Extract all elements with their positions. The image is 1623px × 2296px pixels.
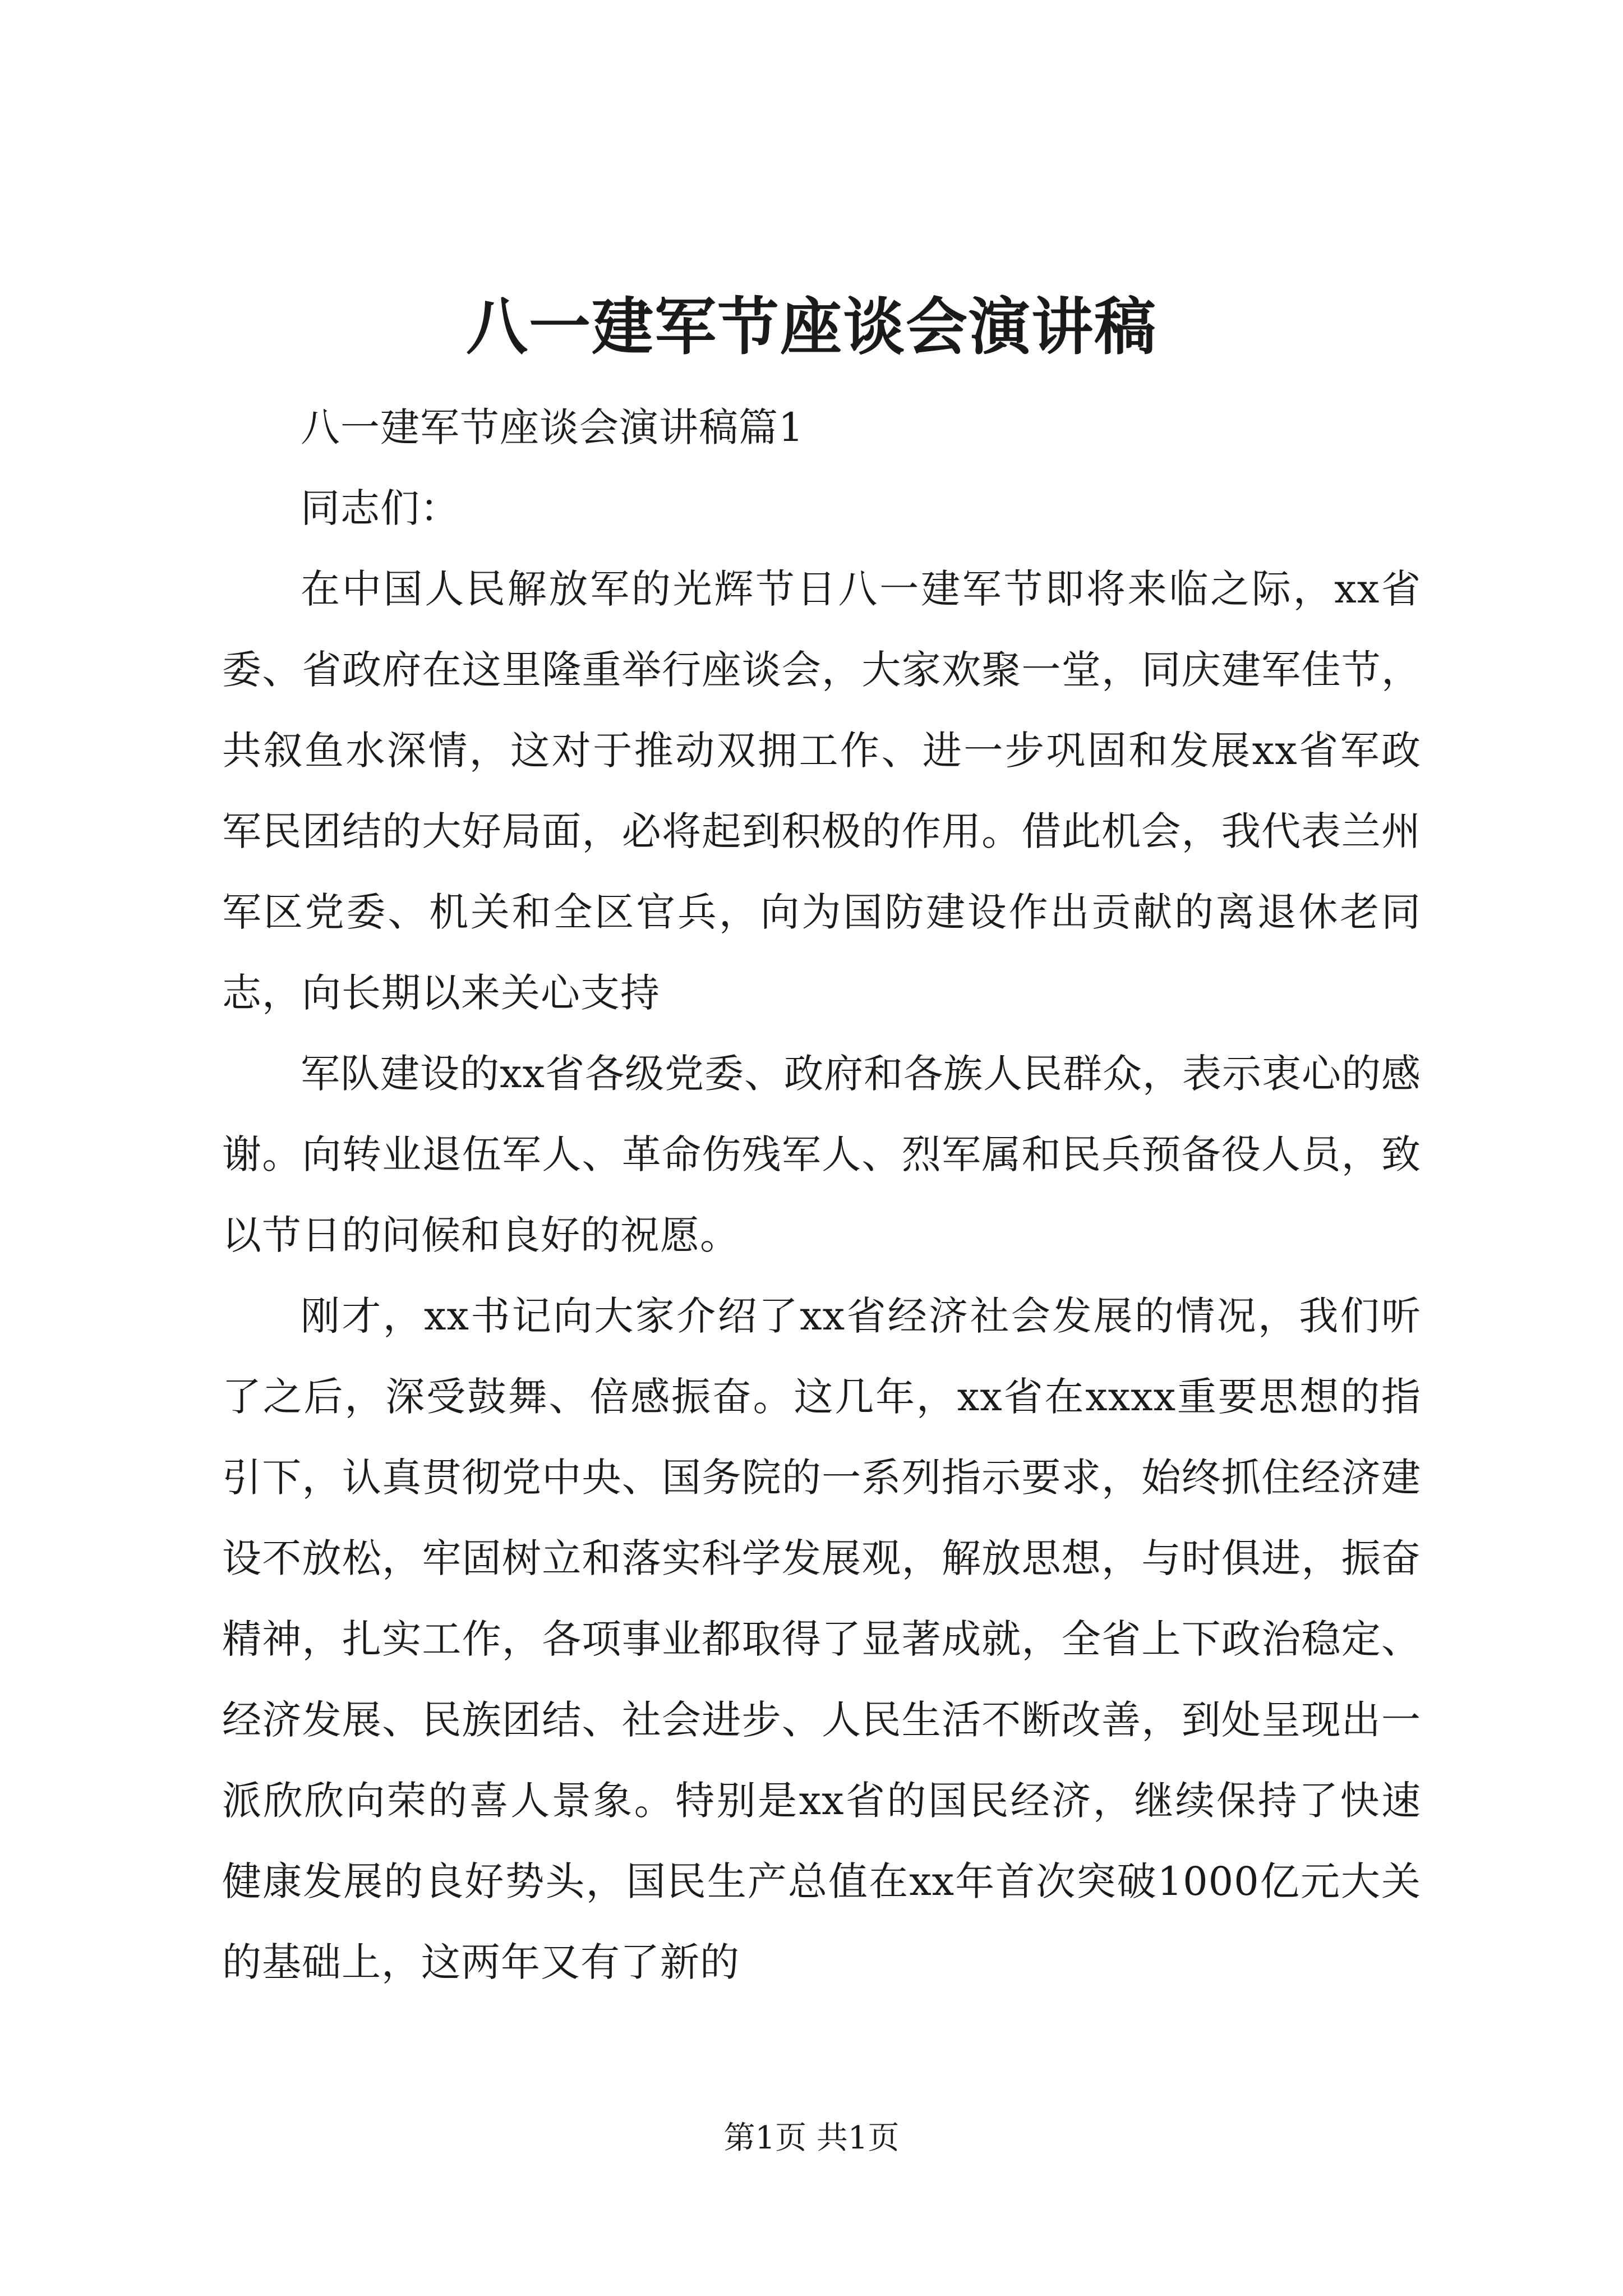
section-heading: 八一建军节座谈会演讲稿篇1 bbox=[301, 404, 804, 450]
document-body bbox=[222, 387, 1421, 2003]
page-footer: 第1页 共1页 bbox=[723, 2120, 900, 2156]
paragraph: 军队建设的xx省各级党委、政府和各族人民群众，表示衷心的感谢。向转业退伍军人、革命伤残军人、烈军属和民兵预备役人员，致以节日的问候和良好的祝愿。 bbox=[222, 1051, 1421, 1258]
salutation: 同志们： bbox=[301, 485, 460, 531]
paragraph: 刚才，xx书记向大家介绍了xx省经济社会发展的情况，我们听了之后，深受鼓舞、倍感振奋。这几年，xx省在xxxx重要思想的指引下，认真贯彻党中央、国务院的一系列指示要求，始终抓住经济建设不放松，牢固树立和落实科学发展观，解放思想，与时俱进，振奋精神，扎实工作，各项事业都取得了显著成就，全省上下政治稳定、经济发展、民族团结、社会进步、人民生活不断改善，到处呈现出一派欣欣向荣的喜人景象。特别是xx省的国民经济，继续保持了快速健康发展的良好势头，国民生产总值在xx年首次突破1000亿元大关的基础上，这两年又有了新的 bbox=[222, 1293, 1421, 1985]
document-title: 八一建军节座谈会演讲稿 bbox=[466, 291, 1157, 363]
paragraph: 在中国人民解放军的光辉节日八一建军节即将来临之际，xx省委、省政府在这里隆重举行座谈会，大家欢聚一堂，同庆建军佳节，共叙鱼水深情，这对于推动双拥工作、进一步巩固和发展xx省军政军民团结的大好局面，必将起到积极的作用。借此机会，我代表兰州军区党委、机关和全区官兵，向为国防建设作出贡献的离退休老同志，向长期以来关心支持 bbox=[222, 566, 1421, 1016]
